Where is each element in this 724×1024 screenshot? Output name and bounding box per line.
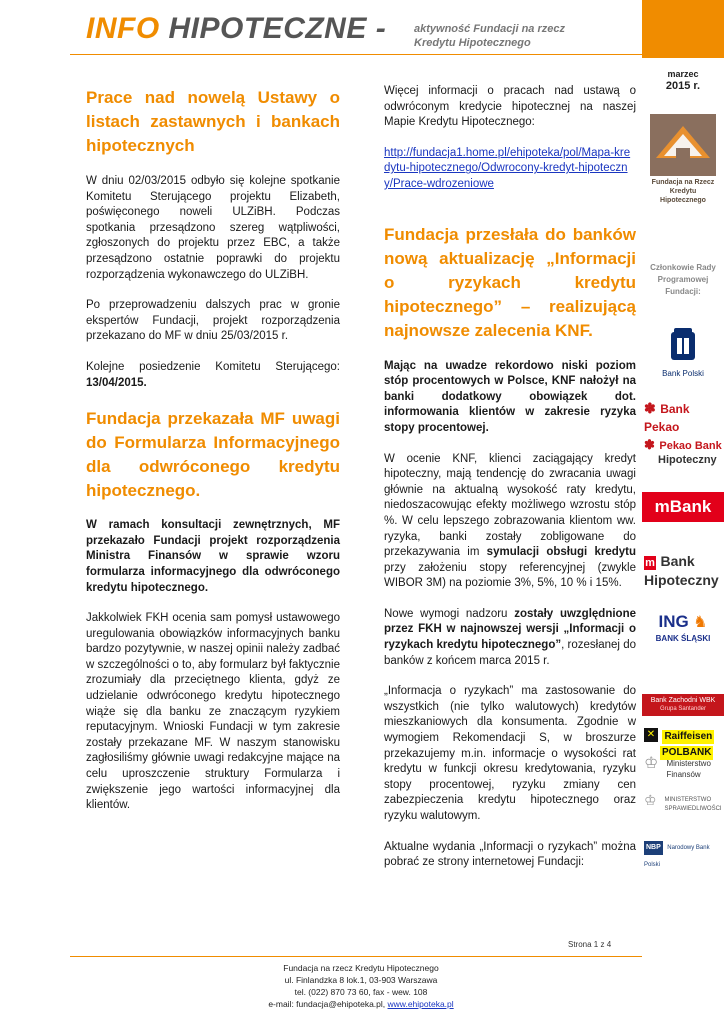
page-number: Strona 1 z 4 [568, 940, 612, 949]
mbank-hipoteczny-label-1: Bank [660, 553, 695, 569]
ing-lion-icon: ♞ [693, 614, 708, 631]
footer-address: ul. Finlandzka 8 lok.1, 03-903 Warszawa [284, 975, 438, 985]
article-3-lead: Mając na uwadze rekordowo niski poziom stóp procentowych w Polsce, KNF nałożył na banki dodatkowy obowiązek dot. informowania klientów w zakresie ryzyka stopy procentowej. [384, 359, 636, 434]
nbp-badge: NBP [644, 841, 663, 855]
article-1-heading: Prace nad nowelą Ustawy o listach zastawnych i bankach hipotecznych [86, 88, 340, 155]
ing-label: ING [658, 612, 689, 631]
footer-email: e-mail: fundacja@ehipoteka.pl, [268, 999, 388, 1009]
newsletter-subtitle: aktywność Fundacji na rzecz Kredytu Hipotecznego [414, 23, 565, 49]
article-3-paragraph-1-a: W ocenie KNF, klienci zaciągający kredyt hipoteczny, mają tendencję do zwracania uwagi głównie na aktualną wysokość raty kredytu, niedoszacowując efekty możliwego wzrostu stóp %. W celu lepszego zobrazowania klientom ww. ryzyka, banki zostały zobligowane do przekazywania im [384, 452, 636, 559]
foundation-logo [648, 112, 718, 204]
pekao-bison-icon: ✽ [644, 400, 656, 416]
footer [220, 962, 502, 1010]
article-3-paragraph-2-b: zostały uwzględnione przez FKH w najnowszej wersji „Informacji o ryzykach kredytu hipotecznego” [384, 607, 636, 652]
ing-bank-slaski-label: BANK ŚLĄSKI [655, 634, 711, 643]
footer-phone: tel. (022) 870 73 60, fax - wew. 108 [294, 987, 428, 997]
bzwbk-label: Bank Zachodni WBK [650, 697, 716, 704]
pekao-bh-label-2: Hipoteczny [658, 454, 717, 466]
pekao-bh-label-1: Pekao Bank [659, 440, 722, 452]
article-3-paragraph-2 [384, 607, 636, 669]
eagle-emblem-icon-2: ♔ [644, 792, 657, 808]
mbank-hipoteczny-label-2: Hipoteczny [644, 572, 719, 588]
newsletter-title [86, 12, 386, 46]
mf-label-1: Ministerstwo [666, 759, 711, 768]
article-3-paragraph-4: Aktualne wydania „Informacji o ryzykach” można pobrać ze strony internetowej Fundacji: [384, 840, 636, 869]
ms-label-1: MINISTERSTWO [664, 797, 712, 803]
bzwbk-sublabel: Grupa Santander [659, 706, 707, 712]
mapa-kredytu-link[interactable]: http://fundacja1.home.pl/ehipoteka/pol/Mapa-kredytu-hipotecznego/Odwrocony-kredyt-hipoteczny/Prace-wdrozeniowe [384, 146, 631, 190]
article-3-paragraph-2-c: , rozesłanej do banków z końcem marca 2015 r. [384, 639, 636, 667]
article-1-continued: Więcej informacji o pracach nad ustawą o odwróconym kredycie hipotecznej na naszej Mapie Kredytu Hipotecznego: [384, 85, 636, 129]
eagle-emblem-icon: ♔ [644, 755, 659, 772]
sidebar-accent-block [642, 0, 724, 58]
raiffeisen-label: Raiffeisen [664, 731, 713, 742]
logo-pko-bank-polski [644, 326, 722, 378]
footer-website-link[interactable]: www.ehipoteka.pl [387, 999, 454, 1009]
logo-bank-zachodni-wbk [642, 694, 724, 716]
pekao-label: Bank Pekao [644, 402, 690, 434]
article-2-lead: W ramach konsultacji zewnętrznych, MF przekazało Fundacji projekt rozporządzenia Ministra Finansów w sprawie wzoru formularza informacyjnego dla odwróconego kredytu hipotecznego. [86, 519, 340, 594]
logo-pekao-bank-hipoteczny [644, 438, 722, 467]
mbank-m-icon: m [645, 557, 655, 569]
logo-ministerstwo-finansow [644, 755, 722, 780]
issue-date [642, 68, 724, 92]
article-2-heading: Fundacja przekazała MF uwagi do Formularza Informacyjnego dla odwróconego kredytu hipotecznego. [86, 409, 340, 501]
pko-label: Bank Polski [662, 369, 704, 378]
logo-bank-pekao [644, 400, 722, 436]
article-3-paragraph-1-b: symulacji obsługi kredytu [486, 546, 636, 559]
right-column [384, 84, 636, 871]
mbank-label: mBank [654, 497, 712, 516]
footer-contact [220, 998, 502, 1010]
logo-ing-bank-slaski [644, 614, 722, 647]
header-divider [70, 54, 642, 55]
raiffeisen-gable-icon: ✕ [644, 728, 658, 742]
title-word-hipoteczne: HIPOTECZNE - [168, 12, 387, 45]
article-1-paragraph-2: Po przeprowadzeniu dalszych prac w gronie ekspertów Fundacji, projekt rozporządzenia przekazano do MF w dniu 25/03/2015 r. [86, 299, 340, 343]
article-3-heading: Fundacja przesłała do banków nową aktualizację „Informacji o ryzykach kredytu hipotecznego” – realizującą najnowsze zalecenia KNF. [384, 224, 636, 340]
title-word-info: INFO [86, 12, 160, 45]
ms-label-2: SPRAWIEDLIWOŚCI [664, 806, 722, 812]
foundation-logo-name-2: Kredytu Hipotecznego [660, 188, 706, 204]
steering-committee-label: Kolejne posiedzenie Komitetu Sterującego: [86, 360, 340, 373]
article-3-paragraph-1 [384, 452, 636, 592]
article-1-paragraph-3 [86, 360, 340, 391]
footer-divider [70, 956, 642, 957]
logo-mbank-hipoteczny [644, 552, 722, 589]
issue-month: marzec [667, 69, 699, 79]
issue-year: 2015 r. [665, 80, 701, 92]
pekao-bh-bison-icon: ✽ [644, 437, 655, 452]
logo-nbp [644, 838, 722, 872]
article-2-paragraph: Jakkolwiek FKH ocenia sam pomysł ustawowego uregulowania obowiązków informacyjnych banku bardzo pozytywnie, w naszej opinii należy zadbać w szczególności o to, aby formularz był faktycznie zrozumiały dla przeciętnego klienta, gdyż ze udzielanie odwróconego kredytu hipotecznego wiąże się dla banku ze znaczącym ryzykiem reputacyjnym. Wnioski Fundacji w tym zakresie zostały przekazane MF. W naszym stanowisku zagłosiliśmy głównie uwagi redakcyjne mające na celu uproszczenie struktury Formularza i zwiększenie jego wartości informacyjnej dla klientów. [86, 612, 340, 812]
members-label: Członkowie Rady Programowej Fundacji: [650, 263, 716, 296]
sidebar [642, 0, 724, 1024]
steering-committee-date: 13/04/2015. [86, 376, 147, 389]
foundation-logo-name-1: Fundacja na Rzecz [651, 179, 715, 186]
logo-mbank [642, 492, 724, 522]
polbank-label: POLBANK [662, 747, 712, 758]
article-1-paragraph-1: W dniu 02/03/2015 odbyło się kolejne spotkanie Komitetu Sterującego projektu Elizabeth, poświęconego noweli ULZiBH. Podczas spotkania przesądzono szereg wątpliwości, zgłoszonych do projektu przez EBC, a także przesądzono ostatnie poprawki do projektu rozporządzenia wykonawczego do ULZiBH. [86, 175, 340, 281]
pko-emblem-icon [668, 326, 698, 364]
footer-org-name: Fundacja na rzecz Kredytu Hipotecznego [283, 963, 439, 973]
article-3-paragraph-2-a: Nowe wymogi nadzoru [384, 607, 508, 620]
mf-label-2: Finansów [666, 770, 701, 779]
logo-ministerstwo-sprawiedliwosci [644, 792, 722, 814]
nbp-label: Narodowy Bank Polski [644, 845, 710, 868]
article-3-paragraph-3: „Informacja o ryzykach” ma zastosowanie do wszystkich (nie tylko walutowych) kredytów mieszkaniowych dla konsumenta. Zgodnie w wymogiem Rekomendacji S, w broszurze przekazujemy m.in. informacje o wysokości rat kredytu w funkcji okresu kredytowania, ryzyku stopy procentowej, ryzyku zmiany cen zabezpieczenia kredytu hipotecznego oraz ryzyku walutowym. [384, 685, 636, 822]
article-3-paragraph-1-c: przy założeniu stopy referencyjnej (zwykle WIBOR 3M) na poziomie 3%, 5%, 10 % i 15%. [384, 561, 636, 590]
left-column [86, 86, 340, 814]
